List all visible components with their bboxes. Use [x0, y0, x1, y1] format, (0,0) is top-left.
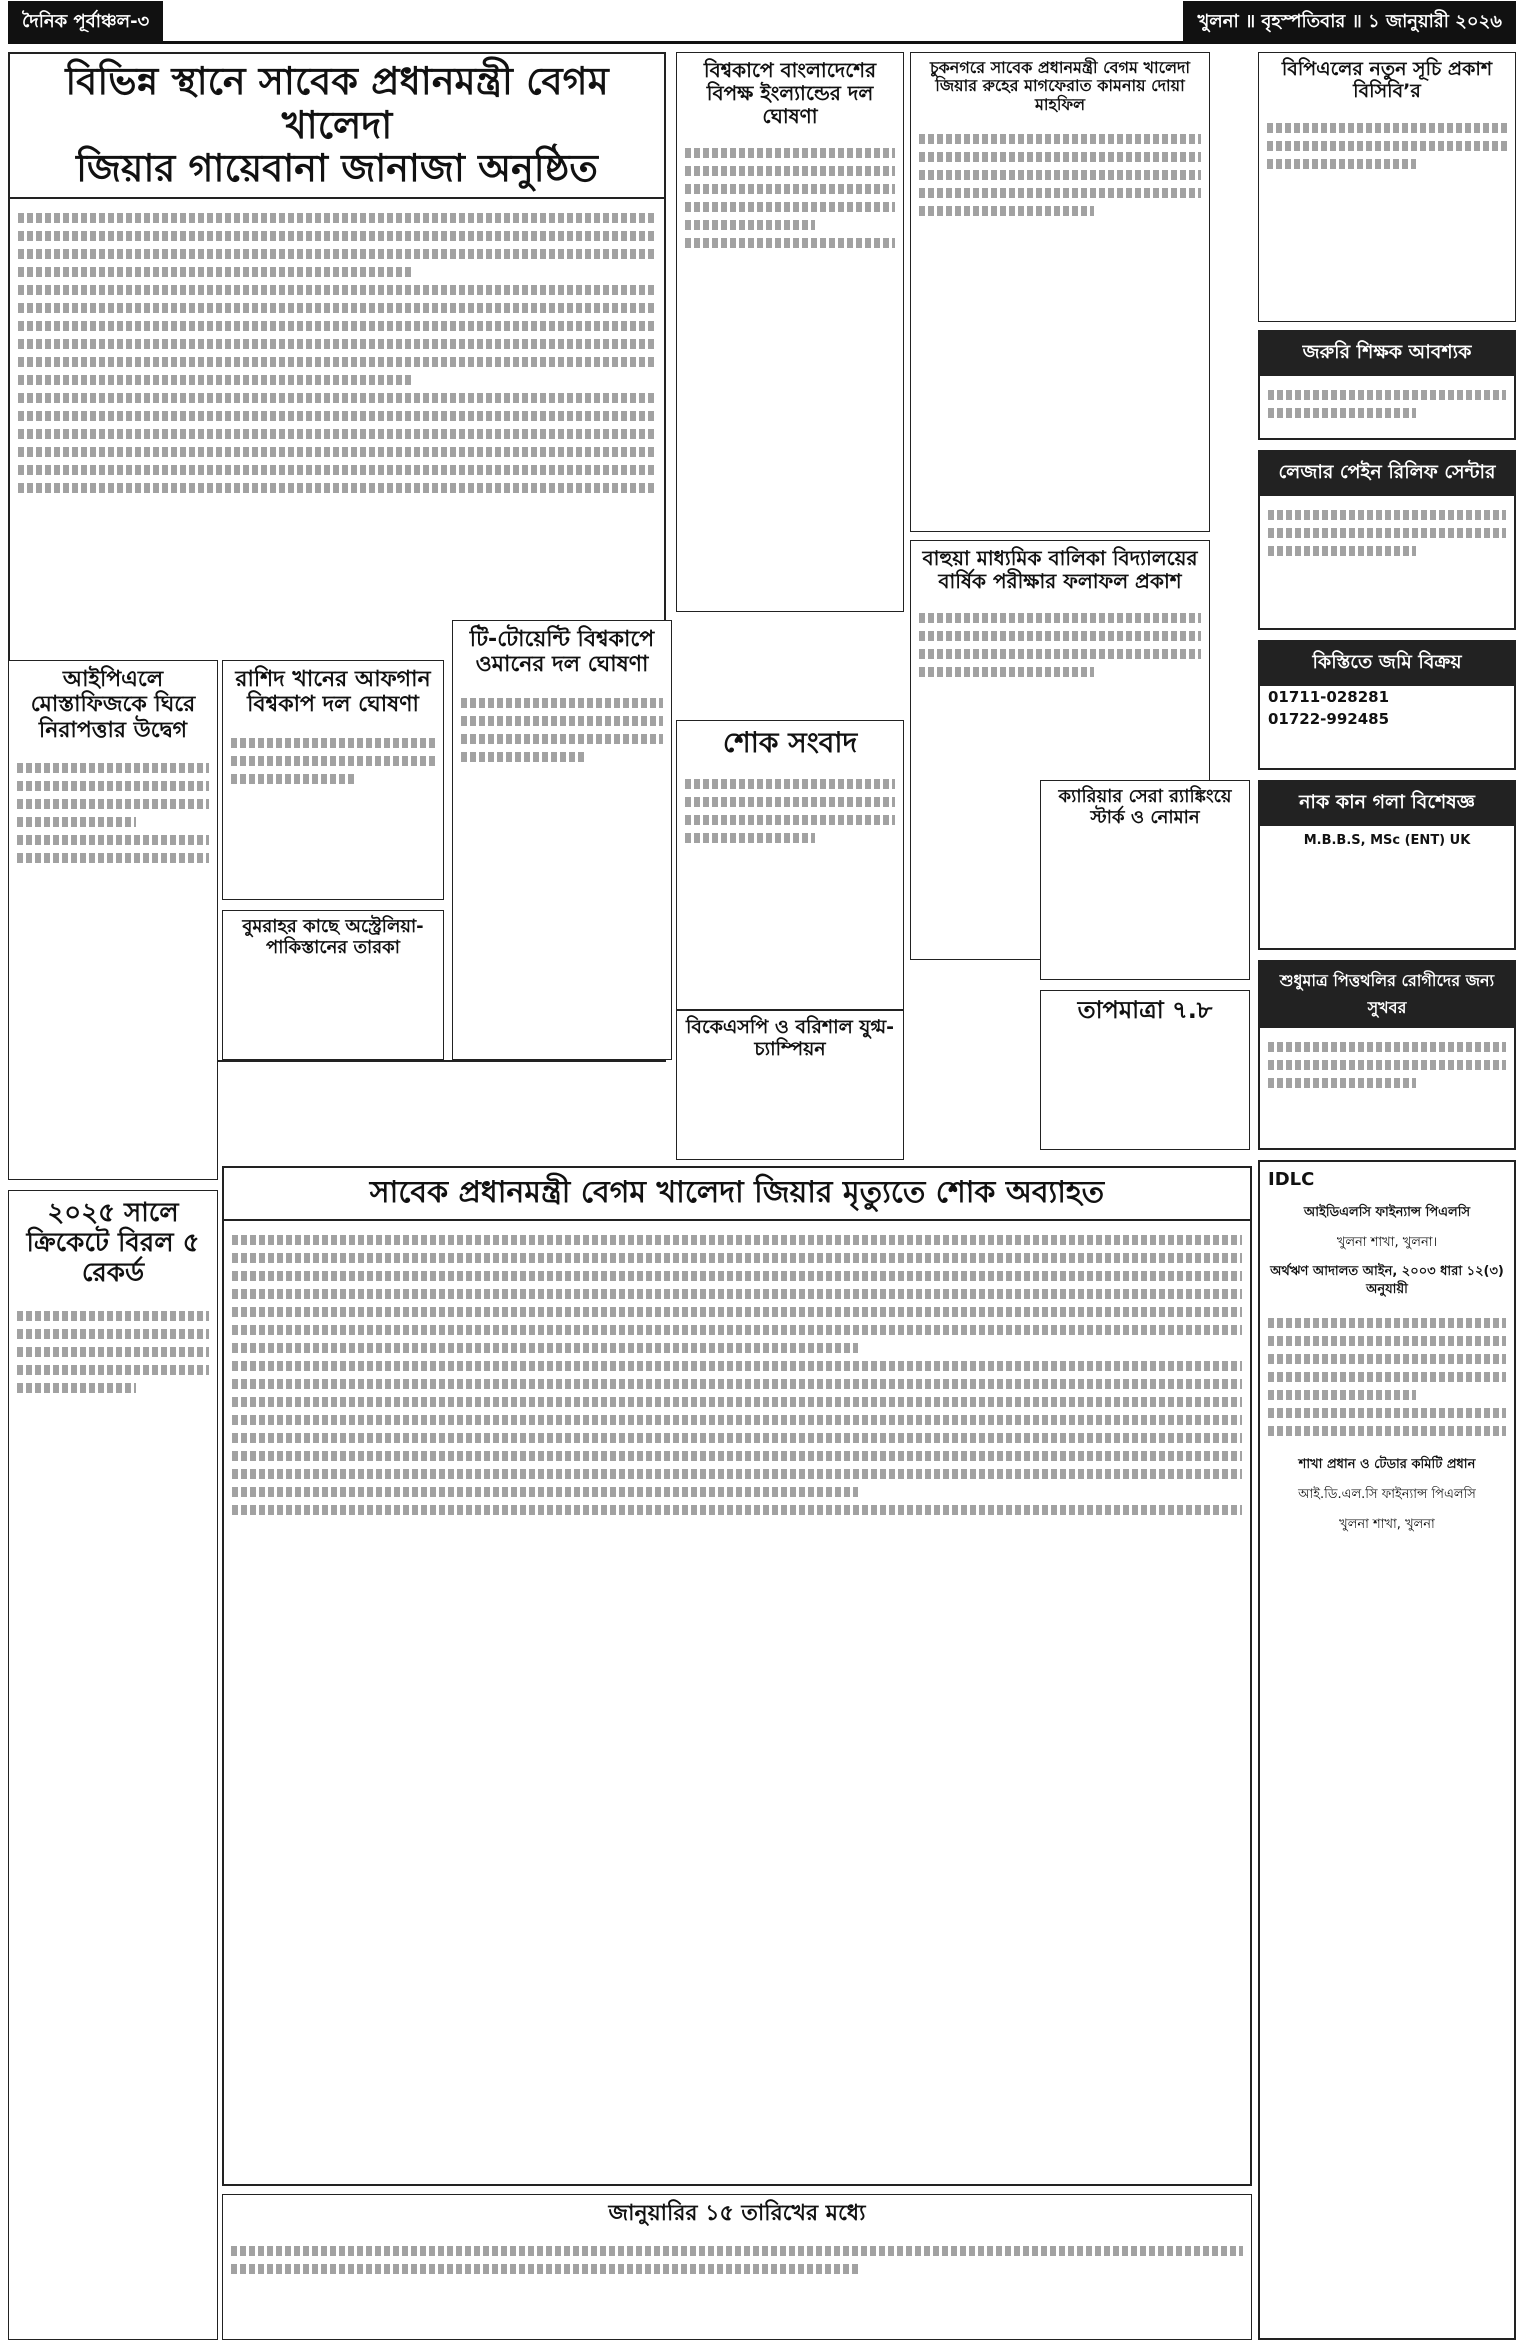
- land-ad: [1258, 640, 1516, 770]
- laser-ad: [1258, 450, 1516, 630]
- jan-15-story: [222, 2194, 1252, 2340]
- oman-headline: টি-টোয়েন্টি বিশ্বকাপে ওমানের দল ঘোষণা: [469, 627, 655, 678]
- teacher-ad: [1258, 330, 1516, 440]
- idlc-branch: খুলনা শাখা, খুলনা।: [1336, 1234, 1438, 1250]
- oman-story: [452, 620, 672, 1060]
- masthead-date: খুলনা ॥ বৃহস্পতিবার ॥ ১ জানুয়ারী ২০২৬: [1183, 1, 1516, 44]
- bkesp-headline: বিকেএসপি ও বরিশাল যুগ্ম-চ্যাম্পিয়ন: [685, 1016, 895, 1060]
- year-2025-story: [8, 1190, 218, 2340]
- idlc-footer-1: শাখা প্রধান ও টেডার কমিটি প্রধান: [1298, 1457, 1476, 1473]
- lead-body: [10, 199, 664, 507]
- australia-pakistan-headline: বুমরাহর কাছে অস্ট্রেলিয়া-পাকিস্তানের তারকা: [242, 916, 424, 958]
- jan-15-headline: জানুয়ারির ১৫ তারিখের মধ্যে: [608, 2201, 866, 2226]
- condolence-story: [676, 720, 904, 1010]
- temperature-story: [1040, 990, 1250, 1150]
- school-headline: বাহুয়া মাধ্যমিক বালিকা বিদ্যালয়ের বার্ষিক পরীক্ষার ফলাফল প্রকাশ: [922, 546, 1198, 593]
- idlc-footer-3: খুলনা শাখা, খুলনা: [1339, 1516, 1435, 1532]
- career-best-headline: ক্যারিয়ার সেরা র‍্যাঙ্কিংয়ে স্টার্ক ও নোমান: [1058, 786, 1232, 828]
- mourning-headline: সাবেক প্রধানমন্ত্রী বেগম খালেদা জিয়ার মৃত্যুতে শোক অব্যাহত: [224, 1168, 1250, 1221]
- idlc-notice: [1258, 1160, 1516, 2340]
- england-squad-story: [676, 52, 904, 612]
- condolence-headline: শোক সংবাদ: [722, 726, 858, 759]
- idlc-subtitle: অর্থঋণ আদালত আইন, ২০০৩ ধারা ১২(৩) অনুযায়ী: [1270, 1264, 1504, 1297]
- temperature-headline: তাপমাত্রা ৭.৮: [1077, 996, 1213, 1024]
- idlc-logo: IDLC: [1268, 1169, 1315, 1190]
- chukanagar-headline: চুকনগরে সাবেক প্রধানমন্ত্রী বেগম খালেদা জিয়ার রুহের মাগফেরাত কামনায় দোয়া মাহফিল: [929, 58, 1191, 114]
- rashid-khan-headline: রাশিদ খানের আফগান বিশ্বকাপ দল ঘোষণা: [235, 667, 431, 718]
- teacher-ad-title: জরুরি শিক্ষক আবশ্যক: [1260, 332, 1514, 376]
- mourning-story: [222, 1166, 1252, 2186]
- australia-pakistan-story: [222, 910, 444, 1060]
- rashid-khan-story: [222, 660, 444, 900]
- land-ad-title: কিস্তিতে জমি বিক্রয়: [1260, 642, 1514, 686]
- ipl-headline: আইপিএলে মোস্তাফিজকে ঘিরে নিরাপত্তার উদ্বেগ: [30, 667, 196, 743]
- laser-ad-title: লেজার পেইন রিলিফ সেন্টার: [1260, 452, 1514, 496]
- land-ad-phone-2: 01722-992485: [1268, 710, 1390, 728]
- masthead: [8, 4, 1516, 44]
- idlc-title: আইডিএলসি ফাইন্যান্স পিএলসি: [1303, 1205, 1471, 1221]
- bkesp-story: [676, 1010, 904, 1160]
- stone-ad-title: শুধুমাত্র পিত্তথলির রোগীদের জন্য সুখবর: [1260, 962, 1514, 1028]
- england-squad-headline: বিশ্বকাপে বাংলাদেশের বিপক্ষ ইংল্যান্ডের দল ঘোষণা: [703, 58, 877, 128]
- lead-headline-2: জিয়ার গায়েবানা জানাজা অনুষ্ঠিত: [10, 147, 664, 199]
- ent-ad-title: নাক কান গলা বিশেষজ্ঞ: [1260, 782, 1514, 826]
- year-2025-headline: ২০২৫ সালে ক্রিকেটে বিরল ৫ রেকর্ড: [26, 1198, 200, 1288]
- stone-ad: [1258, 960, 1516, 1150]
- lead-headline-1: বিভিন্ন স্থানে সাবেক প্রধানমন্ত্রী বেগম খালেদা: [65, 59, 609, 147]
- chukanagar-story: [910, 52, 1210, 532]
- ent-ad: [1258, 780, 1516, 950]
- bpl-schedule-story: [1258, 52, 1516, 322]
- idlc-footer-2: আই.ডি.এল.সি ফাইন্যান্স পিএলসি: [1298, 1487, 1476, 1503]
- career-best-story: [1040, 780, 1250, 980]
- bpl-schedule-headline: বিপিএলের নতুন সূচি প্রকাশ বিসিবি’র: [1281, 58, 1493, 102]
- ipl-story: [8, 660, 218, 1180]
- land-ad-phone-1: 01711-028281: [1268, 688, 1390, 706]
- ent-ad-degree: M.B.B.S, MSc (ENT) UK: [1303, 833, 1471, 848]
- masthead-page-label: দৈনিক পূর্বাঞ্চল-৩: [8, 1, 163, 44]
